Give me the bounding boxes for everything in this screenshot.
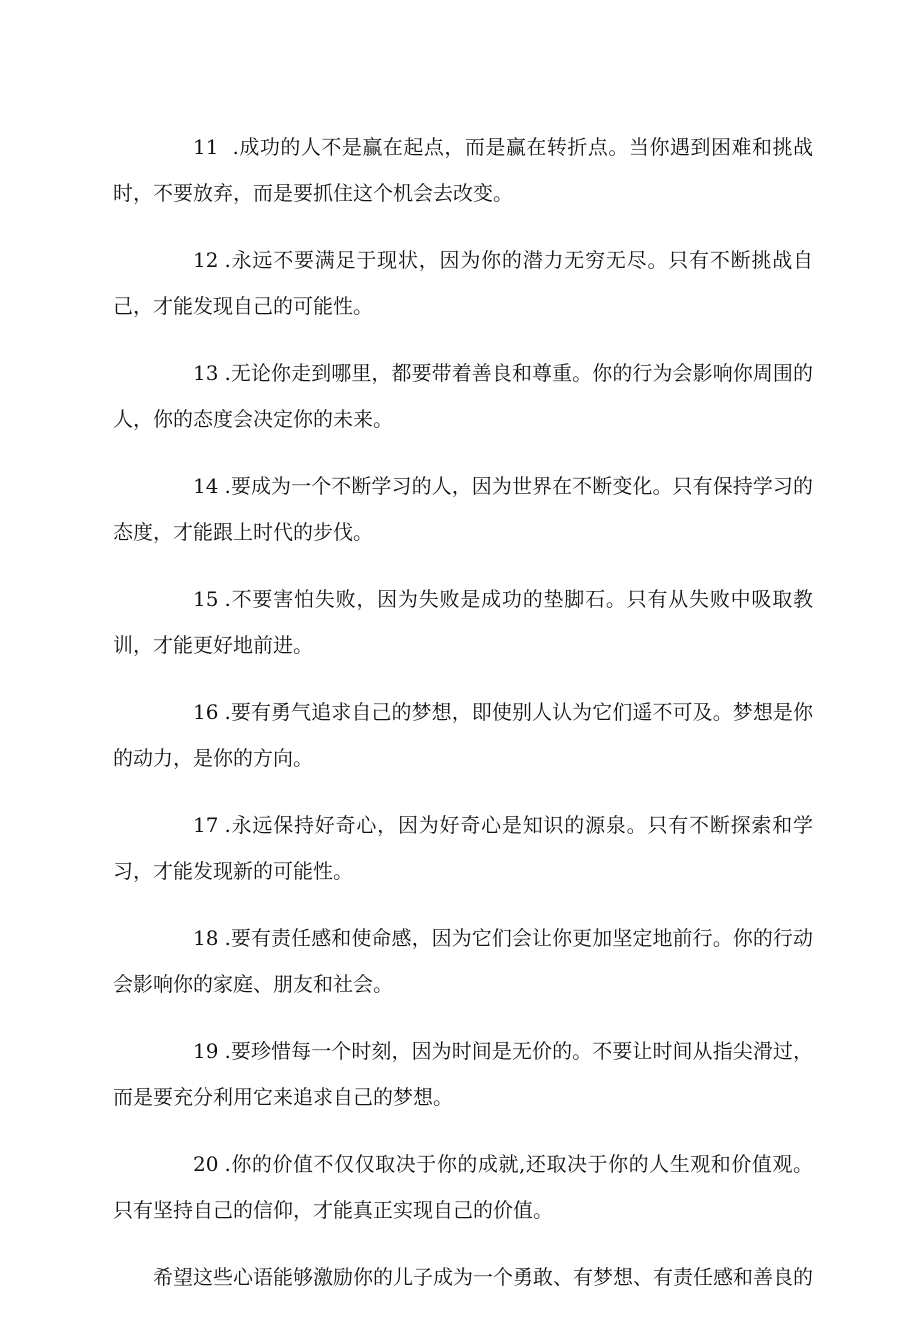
item-number: 14 (193, 474, 219, 498)
list-item (113, 689, 813, 781)
list-item (113, 350, 813, 442)
list-item (113, 915, 813, 1007)
item-number: 19 (193, 1039, 219, 1063)
item-number: 16 (193, 700, 219, 724)
item-text: .要有责任感和使命感，因为它们会让你更加坚定地前行。你的行动会影响你的家庭、朋友和社会。 (113, 926, 813, 996)
item-number: 15 (193, 587, 219, 611)
item-text: .永远不要满足于现状，因为你的潜力无穷无尽。只有不断挑战自己，才能发现自己的可能性。 (113, 248, 813, 318)
list-item (113, 237, 813, 329)
list-item (113, 1141, 813, 1233)
item-text: .你的价值不仅仅取决于你的成就,还取决于你的人生观和价值观。只有坚持自己的信仰，才能真正实现自己的价值。 (113, 1152, 813, 1222)
item-text: .不要害怕失败，因为失败是成功的垫脚石。只有从失败中吸取教训，才能更好地前进。 (113, 587, 813, 657)
item-number: 11 (193, 135, 219, 159)
closing-paragraph: 希望这些心语能够激励你的儿子成为一个勇敢、有梦想、有责任感和善良的 (153, 1265, 813, 1289)
item-number: 20 (193, 1152, 219, 1176)
item-text: .成功的人不是赢在起点，而是赢在转折点。当你遇到困难和挑战时，不要放弃，而是要抓住这个机会去改变。 (113, 135, 813, 205)
item-text: .永远保持好奇心，因为好奇心是知识的源泉。只有不断探索和学习，才能发现新的可能性。 (113, 813, 813, 883)
list-item (113, 802, 813, 894)
item-number: 12 (193, 248, 219, 272)
list-item (113, 576, 813, 668)
document-body (113, 124, 813, 1321)
item-text: .要成为一个不断学习的人，因为世界在不断变化。只有保持学习的态度，才能跟上时代的步伐。 (113, 474, 813, 544)
item-number: 13 (193, 361, 219, 385)
list-item (113, 463, 813, 555)
list-item (113, 124, 813, 216)
item-number: 17 (193, 813, 219, 837)
list-item (113, 1028, 813, 1120)
item-number: 18 (193, 926, 219, 950)
item-text: .要有勇气追求自己的梦想，即使别人认为它们遥不可及。梦想是你的动力，是你的方向。 (113, 700, 813, 770)
item-text: .要珍惜每一个时刻，因为时间是无价的。不要让时间从指尖滑过，而是要充分利用它来追求自己的梦想。 (113, 1039, 813, 1109)
item-text: .无论你走到哪里，都要带着善良和尊重。你的行为会影响你周围的人，你的态度会决定你的未来。 (113, 361, 813, 431)
